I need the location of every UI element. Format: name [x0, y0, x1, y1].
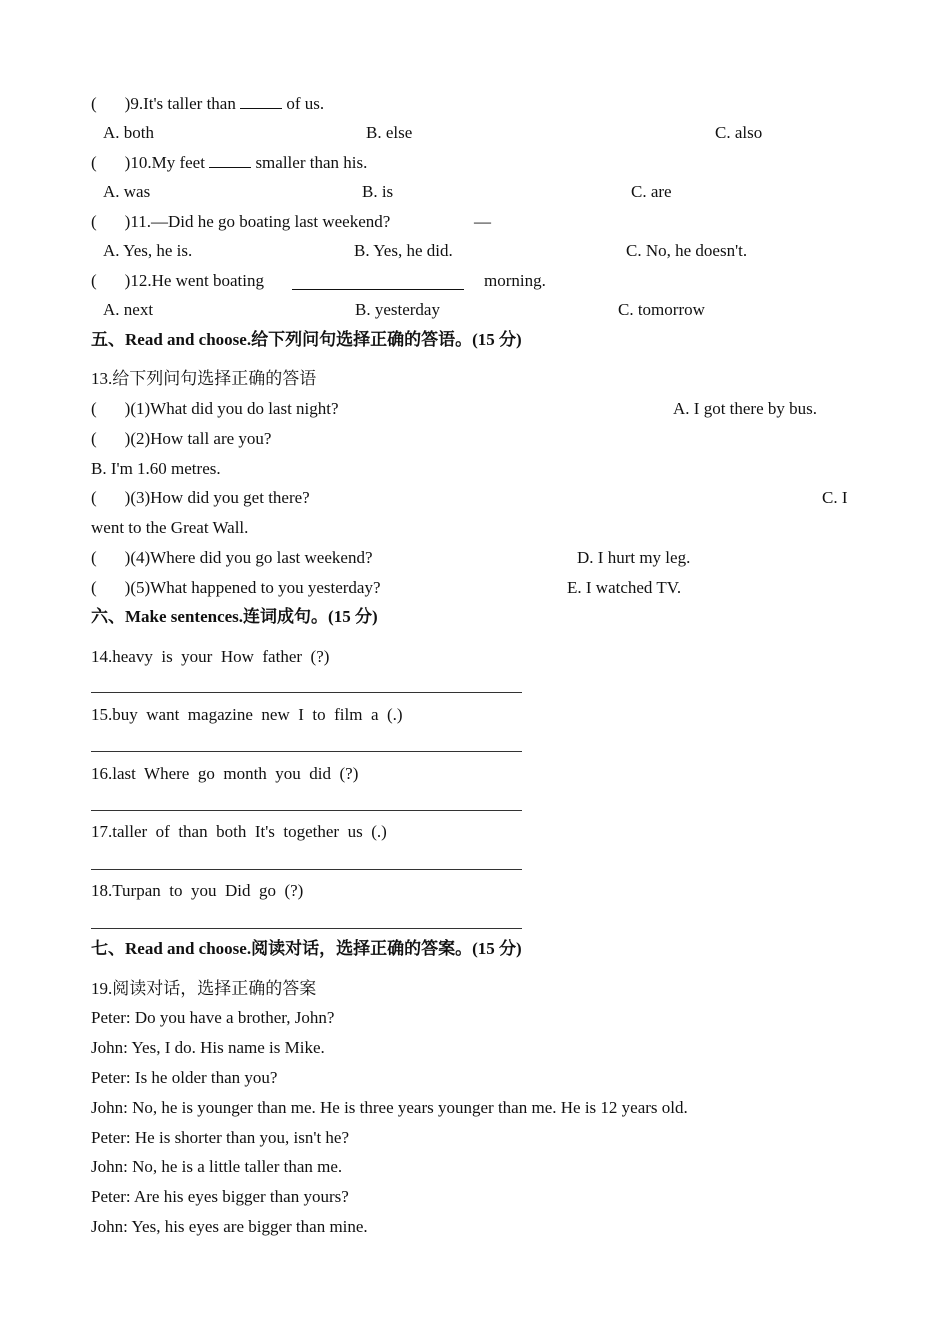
option-b[interactable]: B. Yes, he did.: [354, 241, 453, 260]
answer-line[interactable]: [91, 692, 522, 693]
sentence-item-15: 15.buy want magazine new I to film a (.): [91, 705, 403, 724]
match-answer-c-part2: went to the Great Wall.: [91, 518, 249, 537]
answer-paren[interactable]: (: [91, 153, 97, 172]
section-5-heading: 五、Read and choose.给下列问句选择正确的答语。(15 分): [91, 330, 522, 349]
question-text-after: of us.: [286, 94, 325, 113]
question-text-after: smaller than his.: [255, 153, 368, 172]
fill-blank[interactable]: [209, 153, 251, 168]
option-a[interactable]: A. Yes, he is.: [103, 241, 193, 260]
answer-line[interactable]: [91, 751, 522, 752]
dialogue-line: Peter: Is he older than you?: [91, 1068, 278, 1087]
option-c[interactable]: C. are: [631, 182, 672, 201]
dash-mark: —: [474, 212, 491, 231]
answer-paren[interactable]: (: [91, 429, 97, 448]
dialogue-line: Peter: He is shorter than you, isn't he?: [91, 1128, 350, 1147]
option-a[interactable]: A. both: [103, 123, 154, 142]
answer-line[interactable]: [91, 869, 522, 870]
match-answer-d: D. I hurt my leg.: [577, 548, 691, 567]
answer-paren[interactable]: (: [91, 399, 97, 418]
sentence-item-16: 16.last Where go month you did (?): [91, 764, 359, 783]
sentence-item-18: 18.Turpan to you Did go (?): [91, 881, 304, 900]
dialogue-line: Peter: Are his eyes bigger than yours?: [91, 1187, 349, 1206]
section-6-heading: 六、Make sentences.连词成句。(15 分): [91, 607, 378, 626]
match-question-4: [91, 548, 373, 568]
answer-paren[interactable]: (: [91, 94, 97, 113]
question-text: )(4)Where did you go last weekend?: [124, 548, 373, 567]
question-text: )9.It's taller than: [124, 94, 236, 113]
match-answer-c-part1: C. I: [822, 488, 848, 507]
question-text: )10.My feet: [124, 153, 205, 172]
match-question-3: [91, 488, 310, 508]
option-a[interactable]: A. next: [103, 300, 154, 319]
answer-paren[interactable]: (: [91, 212, 97, 231]
question-text: )(3)How did you get there?: [124, 488, 310, 507]
answer-paren[interactable]: (: [91, 548, 97, 567]
question-11: [91, 212, 390, 232]
question-text-after: morning.: [484, 271, 546, 290]
answer-line[interactable]: [91, 928, 522, 929]
option-c[interactable]: C. also: [715, 123, 763, 142]
question-10: [91, 153, 367, 173]
match-answer-b: B. I'm 1.60 metres.: [91, 459, 221, 478]
question-text: )(1)What did you do last night?: [124, 399, 339, 418]
question-text: )(5)What happened to you yesterday?: [124, 578, 381, 597]
fill-blank[interactable]: [240, 94, 282, 109]
dialogue-line: John: Yes, his eyes are bigger than mine.: [91, 1217, 368, 1236]
dialogue-line: John: No, he is younger than me. He is three years younger than me. He is 12 years old.: [91, 1098, 688, 1117]
fill-blank[interactable]: [292, 275, 464, 290]
sentence-item-14: 14.heavy is your How father (?): [91, 647, 330, 666]
section-7-heading: 七、Read and choose.阅读对话，选择正确的答案。(15 分): [91, 939, 522, 958]
question-text: )(2)How tall are you?: [124, 429, 272, 448]
match-answer-a: A. I got there by bus.: [673, 399, 818, 418]
answer-line[interactable]: [91, 810, 522, 811]
question-12: [91, 271, 264, 291]
match-answer-e: E. I watched TV.: [567, 578, 682, 597]
answer-paren[interactable]: (: [91, 578, 97, 597]
option-a[interactable]: A. was: [103, 182, 151, 201]
answer-paren[interactable]: (: [91, 271, 97, 290]
dialogue-line: Peter: Do you have a brother, John?: [91, 1008, 335, 1027]
match-question-5: [91, 578, 381, 598]
question-19-title: 19.阅读对话，选择正确的答案: [91, 979, 317, 998]
option-c[interactable]: C. No, he doesn't.: [626, 241, 748, 260]
question-9: [91, 94, 324, 114]
question-13-title: 13.给下列问句选择正确的答语: [91, 369, 317, 388]
question-text: )12.He went boating: [124, 271, 264, 290]
match-question-2: [91, 429, 271, 449]
match-question-1: [91, 399, 339, 419]
option-c[interactable]: C. tomorrow: [618, 300, 705, 319]
option-b[interactable]: B. yesterday: [355, 300, 440, 319]
dialogue-line: John: No, he is a little taller than me.: [91, 1157, 343, 1176]
question-text: )11.—Did he go boating last weekend?: [124, 212, 391, 231]
sentence-item-17: 17.taller of than both It's together us (.): [91, 822, 387, 841]
answer-paren[interactable]: (: [91, 488, 97, 507]
option-b[interactable]: B. else: [366, 123, 413, 142]
dialogue-line: John: Yes, I do. His name is Mike.: [91, 1038, 325, 1057]
option-b[interactable]: B. is: [362, 182, 394, 201]
